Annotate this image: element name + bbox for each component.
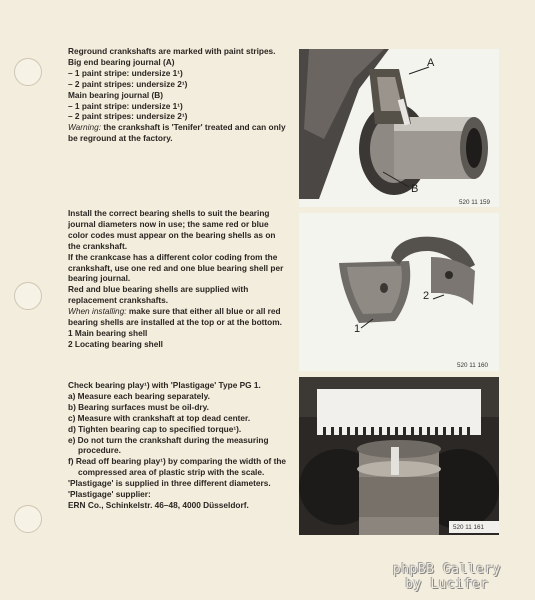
install-text: make sure that either all blue or all red bearing shells are installed at the top or at the bottom. xyxy=(68,306,282,328)
paragraph: Check bearing play¹) with 'Plastigage' Type PG 1. xyxy=(68,380,261,390)
watermark-line: by Lucifer xyxy=(405,577,489,592)
legend-item: 2 Locating bearing shell xyxy=(68,338,163,349)
figure-number: 520 11 160 xyxy=(457,362,489,369)
gallery-watermark xyxy=(372,562,522,592)
figure-crankshaft xyxy=(299,49,499,207)
figure-number: 520 11 161 xyxy=(453,524,485,531)
step: d) Tighten bearing cap to specified torque¹). xyxy=(68,423,242,434)
callout-1: 1 xyxy=(354,323,361,335)
paragraph: ERN Co., Schinkelstr. 46–48, 4000 Düsseldorf. xyxy=(68,499,249,510)
warning-paragraph xyxy=(68,122,290,144)
step: a) Measure each bearing separately. xyxy=(68,390,210,401)
watermark-line: phpBB Gallery xyxy=(392,562,502,577)
text-line: Main bearing journal (B) xyxy=(68,89,163,100)
text-line: – 1 paint stripe: undersize 1¹) xyxy=(68,100,183,111)
figure-plastigage xyxy=(299,377,499,535)
text-line: – 2 paint stripes: undersize 2¹) xyxy=(68,111,188,122)
bearing-shell-section xyxy=(68,208,290,350)
paragraph: Red and blue bearing shells are supplied with replacement crankshafts. xyxy=(68,284,249,306)
install-paragraph xyxy=(68,306,290,328)
binder-hole xyxy=(14,282,42,310)
paragraph: Install the correct bearing shells to suit the bearing journal diameters now in use; the same red or blue color codes must appear on the bearing shells as on the crankshaft. xyxy=(68,208,276,251)
text-line: – 2 paint stripes: undersize 2¹) xyxy=(68,78,188,89)
install-label: When installing: xyxy=(68,306,127,317)
crankshaft-marking-section xyxy=(68,46,290,144)
crankshaft-photo xyxy=(299,49,499,207)
text-line: Reground crankshafts are marked with paint stripes. xyxy=(68,46,276,56)
callout-2: 2 xyxy=(423,290,430,302)
callout-a: A xyxy=(427,57,435,69)
legend-item: 1 Main bearing shell xyxy=(68,327,148,338)
text-line: – 1 paint stripe: undersize 1¹) xyxy=(68,67,183,78)
step: c) Measure with crankshaft at top dead center. xyxy=(68,412,251,423)
step: b) Bearing surfaces must be oil-dry. xyxy=(68,401,209,412)
figure-bearing-shells xyxy=(299,213,499,371)
paragraph: If the crankcase has a different color coding from the crankshaft, use one red and one blue bearing shell per bearing journal. xyxy=(68,251,284,284)
figure-number: 520 11 159 xyxy=(459,199,491,206)
step: f) Read off bearing play¹) by comparing the width of the compressed area of plastic strip with the scale. xyxy=(68,456,287,478)
binder-hole xyxy=(14,505,42,533)
plastigage-photo xyxy=(299,377,499,535)
bearing-play-section xyxy=(68,380,290,511)
warning-text: the crankshaft is 'Tenifer' treated and can only be reground at the factory. xyxy=(68,122,286,144)
binder-hole xyxy=(14,58,42,86)
warning-label: Warning: xyxy=(68,122,102,133)
bearing-shells-photo xyxy=(299,213,499,371)
paragraph: 'Plastigage' supplier: xyxy=(68,489,151,500)
step: e) Do not turn the crankshaft during the measuring procedure. xyxy=(68,434,269,456)
text-line: Big end bearing journal (A) xyxy=(68,56,175,67)
callout-b: B xyxy=(411,183,419,195)
paragraph: 'Plastigage' is supplied in three different diameters. xyxy=(68,478,271,489)
